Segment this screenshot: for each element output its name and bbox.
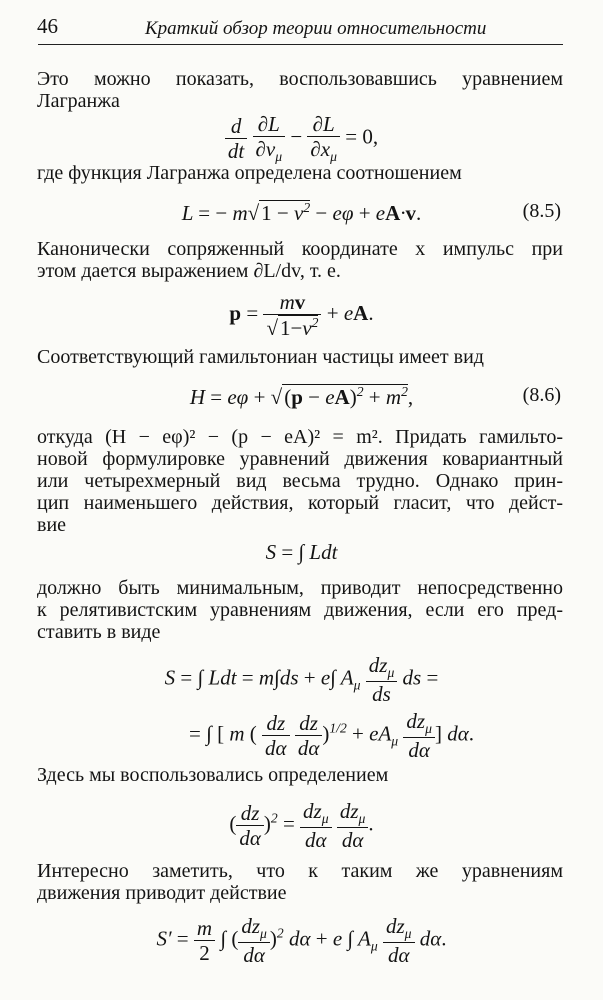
text-line: или четырехмерный вид весьма трудно. Однако прин- [37,470,563,492]
text-line: Канонически сопряженный координате x импульс при [37,238,563,260]
paragraph-1 [37,68,563,112]
equation-action-expanded-1: S = ∫ Ldt = m∫ds + e∫ $A_\mu$ $\frac{dz_\mu}{ds}$ ds = [164,653,439,706]
text-line: должно быть минимальным, приводит непосредственно [37,577,563,599]
text-line: откуда (H − eφ)² − (p − eA)² = m². Придать гамильто- [37,426,563,448]
text-line: Здесь мы воспользовались определением [37,764,389,786]
paragraph-5 [37,426,563,536]
text-line: Это можно показать, воспользовавшись уравнением [37,68,563,90]
equation-number: (8.6) [522,384,561,406]
text-line: Соответствующий гамильтониан частицы имеет вид [37,346,484,368]
equation-definition: ( $\frac{dz}{d\alpha}$ )$^2$ = $\frac{dz_\mu}{d\alpha}$ $\frac{dz_\mu}{d\alpha}$ . [229,799,374,852]
text-line: ставить в виде [37,621,161,643]
paragraph-2 [37,162,563,184]
text-line: цип наименьшего действия, который гласит, что дейст- [37,492,563,514]
equation-action: S = ∫ Ldt [265,540,338,564]
paragraph-7 [37,764,563,786]
running-head [0,0,603,48]
text-line: этом дается выражением ∂L/dv, т. е. [37,260,341,282]
paragraph-6 [37,577,563,643]
paragraph-3 [37,238,563,282]
paragraph-4 [37,346,563,368]
text-line: Лагранжа [37,90,120,112]
text-line: Интересно заметить, что к таким же уравнениям [37,860,563,882]
text-line: движения приводит действие [37,882,287,904]
equation-momentum: p = $\frac{mv}{√1-v^2}$ + eA. [229,290,374,341]
text-line: где функция Лагранжа определена соотношением [37,162,462,184]
header-rule [38,44,563,45]
text-line: к релятивистским уравнениям движения, если его пред- [37,599,563,621]
page-number: 46 [37,14,58,38]
equation-action-expanded-2: = ∫ [ m ( $\frac{dz}{d\alpha}$ $\frac{dz}{d\alpha}$ )$^{1/2} + eA_\mu$ $\frac{dz_\mu}{d\alpha}$ ] dα. [189,709,474,762]
equation-8-6: $H = e\varphi + √(p - eA)^2 + m^2$, (8.6) [189,384,561,409]
equation-action-prime: S′ = $\frac{m}{2}$ ∫ ( $\frac{dz_\mu}{d\alpha}$ )$^2$ dα + e ∫ $A_\mu$ $\frac{dz_\mu}{d\alpha}$ dα. [156,914,447,967]
running-title: Краткий обзор теории относительности [145,18,487,39]
text-line: вие [37,514,67,536]
equation-8-5: L = − $m√1 - v^2 - e\varphi + eA\cdot v$. (8.5) [181,200,561,225]
text-line: новой формулировке уравнений движения ковариантный [37,448,563,470]
equation-lagrange: $\frac{d}{dt}$ $\frac{\partial L}{\partial v_\mu}$ − $\frac{\partial L}{\partial x_\mu}$ = 0, [0,112,603,165]
equation-number: (8.5) [522,200,561,222]
paragraph-8 [37,860,563,904]
